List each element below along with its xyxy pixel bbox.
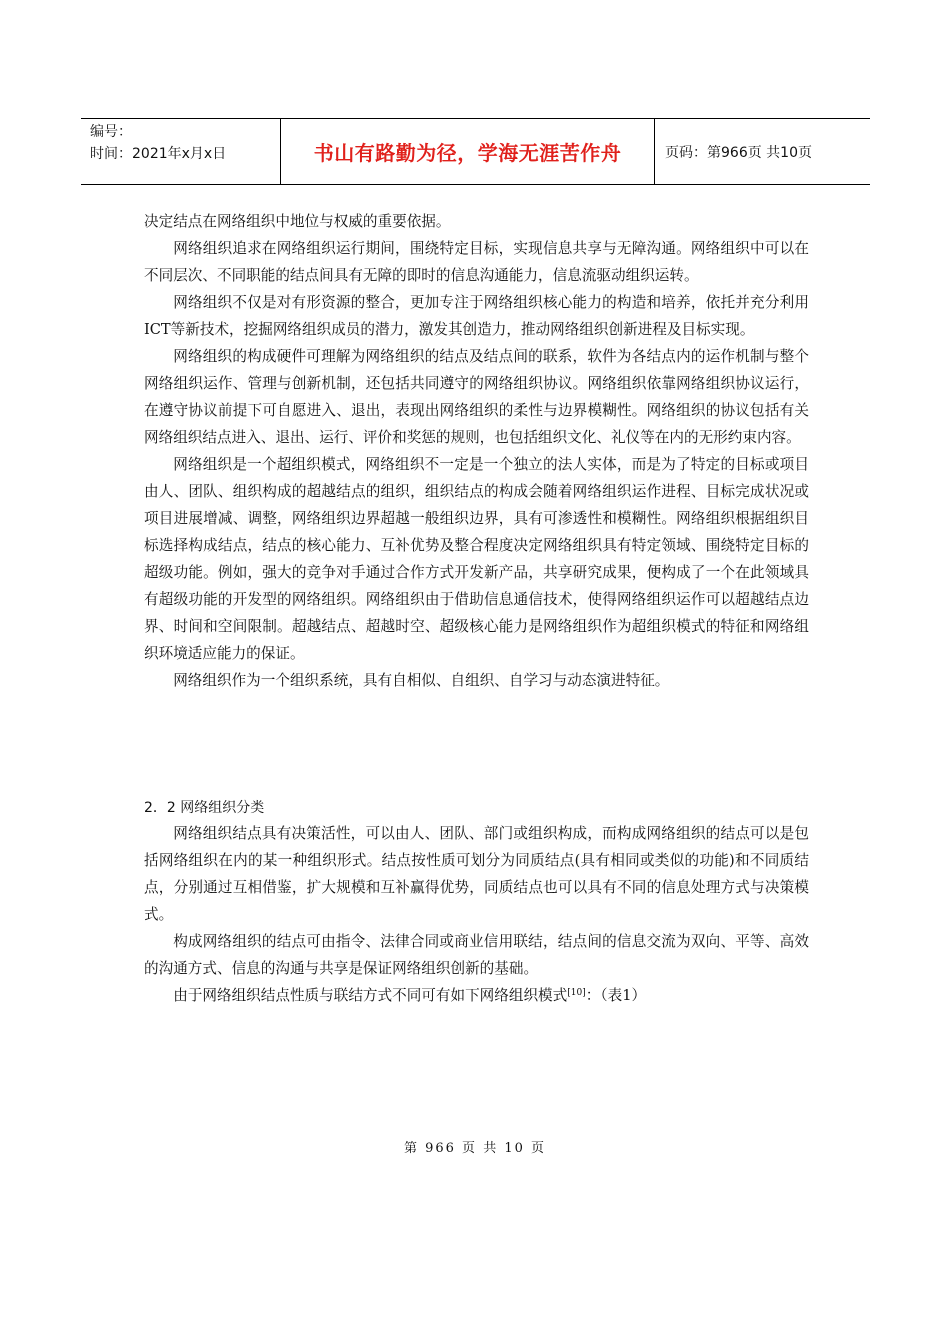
citation-ref[interactable]: [10] xyxy=(567,988,586,998)
header-motto-cell xyxy=(281,119,655,184)
paragraph: 网络组织追求在网络组织运行期间，围绕特定目标，实现信息共享与无障沟通。网络组织中可以在不同层次、不同职能的结点间具有无障的即时的信息沟通能力，信息流驱动组织运转。 xyxy=(144,240,809,284)
paragraph: 构成网络组织的结点可由指令、法律合同或商业信用联结，结点间的信息交流为双向、平等、高效的沟通方式、信息的沟通与共享是保证网络组织创新的基础。 xyxy=(144,933,809,977)
page-info: 页码：第966页 共10页 xyxy=(665,144,812,161)
body-text xyxy=(144,208,809,694)
paragraph: 网络组织是一个超组织模式，网络组织不一定是一个独立的法人实体，而是为了特定的目标或项目由人、团队、组织构成的超越结点的组织，组织结点的构成会随着网络组织运作进程、目标完成状况或项目进展增减、调整，网络组织边界超越一般组织边界，具有可渗透性和模糊性。网络组织根据组织目标选择构成结点，结点的核心能力、互补优势及整合程度决定网络组织具有特定领域、围绕特定目标的超级功能。例如，强大的竞争对手通过合作方式开发新产品，共享研究成果，便构成了一个在此领域具有超级功能的开发型的网络组织。网络组织由于借助信息通信技术，使得网络组织运作可以超越结点边界、时间和空间限制。超越结点、超越时空、超级核心能力是网络组织作为超组织模式的特征和网络组织环境适应能力的保证。 xyxy=(144,456,809,662)
paragraph: 网络组织作为一个组织系统，具有自相似、自组织、自学习与动态演进特征。 xyxy=(173,672,670,689)
paragraph-with-citation xyxy=(144,982,809,1009)
section-heading: 2．2 网络组织分类 xyxy=(144,800,265,816)
motto-text: 书山有路勤为径，学海无涯苦作舟 xyxy=(313,141,622,165)
section-body-text xyxy=(144,820,809,1009)
time-label: 时间：2021年x月x日 xyxy=(90,146,227,162)
paragraph: 决定结点在网络组织中地位与权威的重要依据。 xyxy=(144,213,451,230)
number-label: 编号： xyxy=(90,124,132,140)
paragraph-text: 由于网络组织结点性质与联结方式不同可有如下网络组织模式 xyxy=(173,987,568,1004)
paragraph: 网络组织结点具有决策活性，可以由人、团队、部门或组织构成，而构成网络组织的结点可以是包括网络组织在内的某一种组织形式。结点按性质可划分为同质结点(具有相同或类似的功能)和不同质结点，分别通过互相借鉴，扩大规模和互补赢得优势，同质结点也可以具有不同的信息处理方式与决策模式。 xyxy=(144,825,809,923)
paragraph: 网络组织不仅是对有形资源的整合，更加专注于网络组织核心能力的构造和培养，依托并充分利用ICT等新技术，挖掘网络组织成员的潜力，激发其创造力，推动网络组织创新进程及目标实现。 xyxy=(144,294,809,338)
paragraph-tail: ：（表1） xyxy=(585,987,647,1004)
page-footer: 第 966 页 共 10 页 xyxy=(403,1141,547,1156)
header-left-cell xyxy=(81,119,281,184)
header-page-cell xyxy=(655,119,870,184)
paragraph: 网络组织的构成硬件可理解为网络组织的结点及结点间的联系，软件为各结点内的运作机制与整个网络组织运作、管理与创新机制，还包括共同遵守的网络组织协议。网络组织依靠网络组织协议运行，在遵守协议前提下可自愿进入、退出，表现出网络组织的柔性与边界模糊性。网络组织的协议包括有关网络组织结点进入、退出、运行、评价和奖惩的规则，也包括组织文化、礼仪等在内的无形约束内容。 xyxy=(144,348,809,446)
header-table xyxy=(81,118,870,185)
